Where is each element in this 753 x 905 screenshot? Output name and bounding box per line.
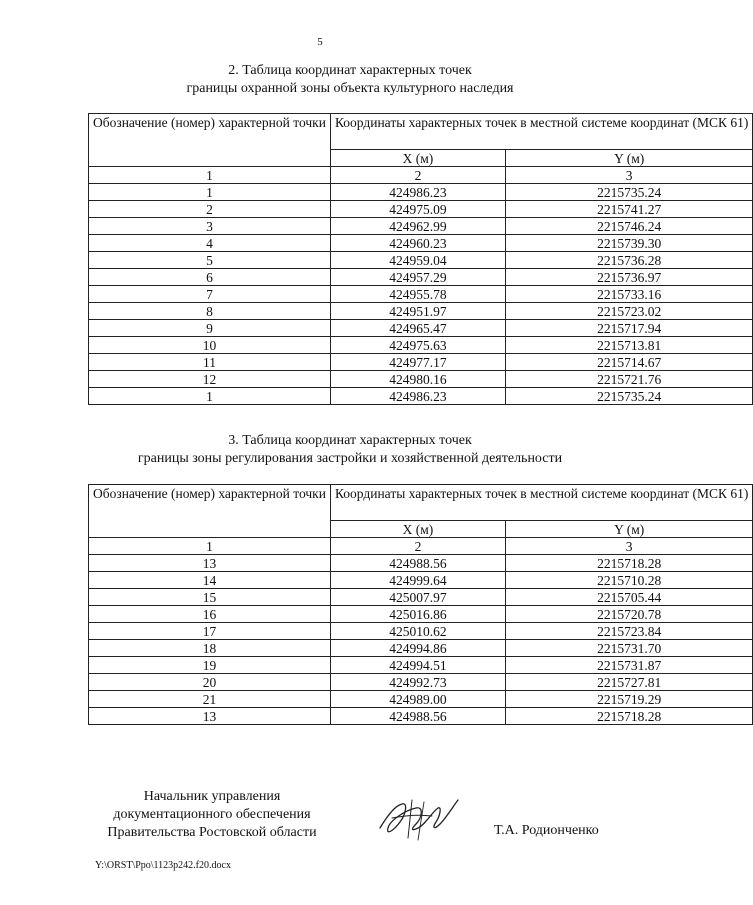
y-coordinate-cell: 2215713.81 bbox=[505, 337, 752, 354]
table-row bbox=[89, 286, 753, 303]
y-coordinate-cell: 2215719.29 bbox=[505, 691, 752, 708]
table-row bbox=[89, 708, 753, 725]
table-row bbox=[89, 691, 753, 708]
point-number-cell: 14 bbox=[89, 572, 331, 589]
point-number-cell: 4 bbox=[89, 235, 331, 252]
signatory-position bbox=[92, 788, 332, 842]
file-path: Y:\ORST\Ppo\1123p242.f20.docx bbox=[95, 860, 231, 871]
point-number-cell: 6 bbox=[89, 269, 331, 286]
point-number-cell: 19 bbox=[89, 657, 331, 674]
table1-body bbox=[89, 184, 753, 405]
y-coordinate-cell: 2215718.28 bbox=[505, 555, 752, 572]
column-number: 3 bbox=[505, 538, 752, 555]
point-number-cell: 17 bbox=[89, 623, 331, 640]
table-row bbox=[89, 623, 753, 640]
table-row bbox=[89, 371, 753, 388]
column-number-row bbox=[89, 538, 753, 555]
point-number-cell: 21 bbox=[89, 691, 331, 708]
table-row bbox=[89, 303, 753, 320]
x-coordinate-cell: 424986.23 bbox=[330, 388, 505, 405]
header-coordinates: Координаты характерных точек в местной системе координат (МСК 61) bbox=[330, 114, 752, 150]
table-row bbox=[89, 674, 753, 691]
table-row bbox=[89, 354, 753, 371]
point-number-cell: 12 bbox=[89, 371, 331, 388]
x-coordinate-cell: 424988.56 bbox=[330, 708, 505, 725]
column-number: 3 bbox=[505, 167, 752, 184]
y-coordinate-cell: 2215718.28 bbox=[505, 708, 752, 725]
point-number-cell: 3 bbox=[89, 218, 331, 235]
point-number-cell: 7 bbox=[89, 286, 331, 303]
y-coordinate-cell: 2215714.67 bbox=[505, 354, 752, 371]
table1-title-line1: 2. Таблица координат характерных точек bbox=[228, 63, 472, 78]
table-row bbox=[89, 320, 753, 337]
y-coordinate-cell: 2215741.27 bbox=[505, 201, 752, 218]
point-number-cell: 9 bbox=[89, 320, 331, 337]
point-number-cell: 16 bbox=[89, 606, 331, 623]
y-coordinate-cell: 2215735.24 bbox=[505, 184, 752, 201]
point-number-cell: 18 bbox=[89, 640, 331, 657]
coordinates-table-protection-zone bbox=[88, 113, 753, 405]
y-coordinate-cell: 2215717.94 bbox=[505, 320, 752, 337]
table-row bbox=[89, 572, 753, 589]
y-coordinate-cell: 2215736.28 bbox=[505, 252, 752, 269]
x-coordinate-cell: 424992.73 bbox=[330, 674, 505, 691]
header-coordinates: Координаты характерных точек в местной системе координат (МСК 61) bbox=[330, 485, 752, 521]
x-coordinate-cell: 424955.78 bbox=[330, 286, 505, 303]
x-coordinate-cell: 424977.17 bbox=[330, 354, 505, 371]
point-number-cell: 13 bbox=[89, 708, 331, 725]
x-coordinate-cell: 424975.63 bbox=[330, 337, 505, 354]
x-coordinate-cell: 424957.29 bbox=[330, 269, 505, 286]
x-coordinate-cell: 424965.47 bbox=[330, 320, 505, 337]
table-row bbox=[89, 388, 753, 405]
x-coordinate-cell: 425016.86 bbox=[330, 606, 505, 623]
x-coordinate-cell: 424951.97 bbox=[330, 303, 505, 320]
x-coordinate-cell: 424994.86 bbox=[330, 640, 505, 657]
y-coordinate-cell: 2215733.16 bbox=[505, 286, 752, 303]
y-coordinate-cell: 2215723.02 bbox=[505, 303, 752, 320]
table-row bbox=[89, 201, 753, 218]
point-number-cell: 11 bbox=[89, 354, 331, 371]
table2-title-line2: границы зоны регулирования застройки и хозяйственной деятельности bbox=[137, 451, 563, 466]
table-row bbox=[89, 555, 753, 572]
x-coordinate-cell: 424975.09 bbox=[330, 201, 505, 218]
y-coordinate-cell: 2215727.81 bbox=[505, 674, 752, 691]
table-row bbox=[89, 657, 753, 674]
point-number-cell: 10 bbox=[89, 337, 331, 354]
signatory-position-line2: документационного обеспечения bbox=[113, 807, 311, 822]
y-coordinate-cell: 2215735.24 bbox=[505, 388, 752, 405]
table-row bbox=[89, 252, 753, 269]
y-coordinate-cell: 2215739.30 bbox=[505, 235, 752, 252]
x-coordinate-cell: 424980.16 bbox=[330, 371, 505, 388]
table1-title-line2: границы охранной зоны объекта культурного наследия bbox=[186, 81, 514, 96]
header-y: Y (м) bbox=[505, 521, 752, 538]
signatory-position-line1: Начальник управления bbox=[143, 789, 281, 804]
x-coordinate-cell: 424988.56 bbox=[330, 555, 505, 572]
table2-body bbox=[89, 555, 753, 725]
table-row bbox=[89, 184, 753, 201]
table-row bbox=[89, 218, 753, 235]
point-number-cell: 1 bbox=[89, 388, 331, 405]
signatory-name: Т.А. Родионченко bbox=[494, 823, 599, 838]
handwritten-signature bbox=[372, 788, 468, 848]
x-coordinate-cell: 424989.00 bbox=[330, 691, 505, 708]
x-coordinate-cell: 424999.64 bbox=[330, 572, 505, 589]
table2-title-line1: 3. Таблица координат характерных точек bbox=[228, 433, 472, 448]
header-x: X (м) bbox=[330, 521, 505, 538]
y-coordinate-cell: 2215731.70 bbox=[505, 640, 752, 657]
header-point-designation: Обозначение (номер) характерной точки bbox=[89, 485, 331, 538]
signatory-position-line3: Правительства Ростовской области bbox=[107, 825, 317, 840]
column-number: 1 bbox=[89, 538, 331, 555]
point-number-cell: 5 bbox=[89, 252, 331, 269]
y-coordinate-cell: 2215736.97 bbox=[505, 269, 752, 286]
y-coordinate-cell: 2215710.28 bbox=[505, 572, 752, 589]
y-coordinate-cell: 2215723.84 bbox=[505, 623, 752, 640]
x-coordinate-cell: 425010.62 bbox=[330, 623, 505, 640]
point-number-cell: 20 bbox=[89, 674, 331, 691]
header-x: X (м) bbox=[330, 150, 505, 167]
y-coordinate-cell: 2215746.24 bbox=[505, 218, 752, 235]
table-row bbox=[89, 235, 753, 252]
column-number: 2 bbox=[330, 538, 505, 555]
column-number: 2 bbox=[330, 167, 505, 184]
table1-title bbox=[60, 62, 640, 98]
x-coordinate-cell: 425007.97 bbox=[330, 589, 505, 606]
point-number-cell: 13 bbox=[89, 555, 331, 572]
table-row bbox=[89, 606, 753, 623]
y-coordinate-cell: 2215720.78 bbox=[505, 606, 752, 623]
table-row bbox=[89, 589, 753, 606]
point-number-cell: 15 bbox=[89, 589, 331, 606]
column-number-row bbox=[89, 167, 753, 184]
table-row bbox=[89, 640, 753, 657]
y-coordinate-cell: 2215731.87 bbox=[505, 657, 752, 674]
x-coordinate-cell: 424986.23 bbox=[330, 184, 505, 201]
header-y: Y (м) bbox=[505, 150, 752, 167]
coordinates-table-regulation-zone bbox=[88, 484, 753, 725]
y-coordinate-cell: 2215705.44 bbox=[505, 589, 752, 606]
point-number-cell: 2 bbox=[89, 201, 331, 218]
x-coordinate-cell: 424959.04 bbox=[330, 252, 505, 269]
point-number-cell: 8 bbox=[89, 303, 331, 320]
x-coordinate-cell: 424962.99 bbox=[330, 218, 505, 235]
x-coordinate-cell: 424994.51 bbox=[330, 657, 505, 674]
table-row bbox=[89, 337, 753, 354]
table2-title bbox=[60, 432, 640, 468]
column-number: 1 bbox=[89, 167, 331, 184]
header-point-designation: Обозначение (номер) характерной точки bbox=[89, 114, 331, 167]
page-number: 5 bbox=[317, 36, 323, 48]
point-number-cell: 1 bbox=[89, 184, 331, 201]
table-row bbox=[89, 269, 753, 286]
y-coordinate-cell: 2215721.76 bbox=[505, 371, 752, 388]
x-coordinate-cell: 424960.23 bbox=[330, 235, 505, 252]
